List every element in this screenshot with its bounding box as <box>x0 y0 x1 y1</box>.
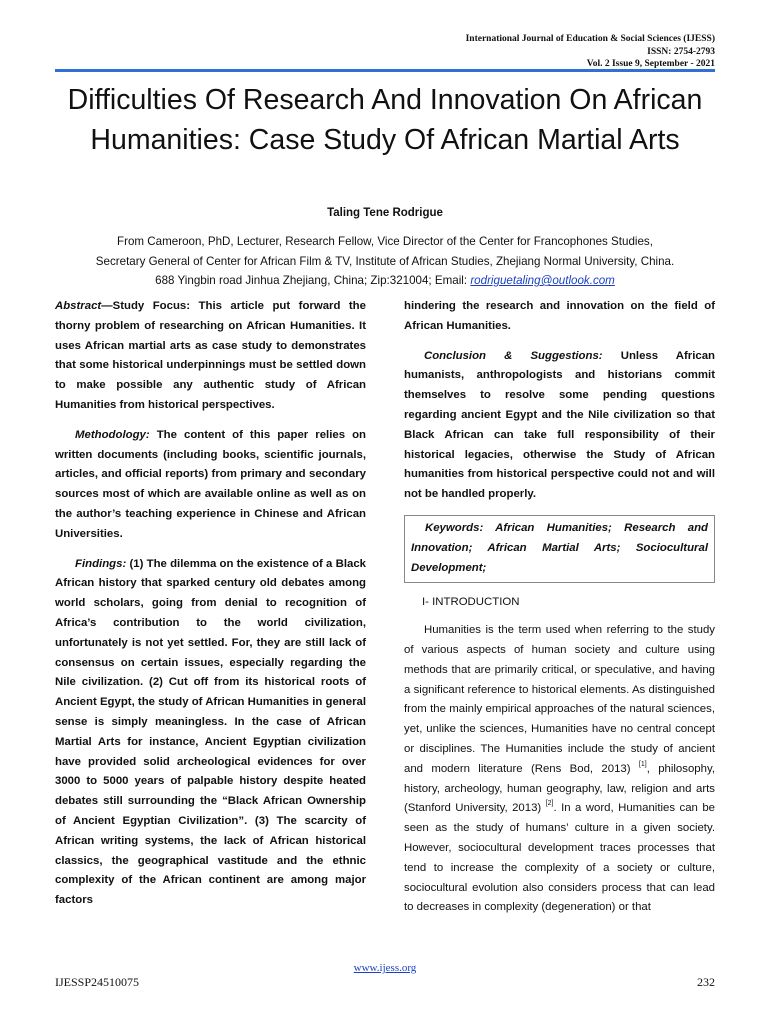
keywords-label: Keywords: <box>425 521 484 534</box>
abstract-conclusion: Conclusion & Suggestions: Unless African humanists, anthropologists and historians commit themselves to resolve some pending questions regarding ancient Egypt and the Nile civilization so that Black African can take full responsibility of their historical legacies, otherwise the Study of African humanities from historical perspective could not and will not be handled properly. <box>404 349 715 501</box>
paper-title: Difficulties Of Research And Innovation On African Humanities: Case Study Of African Martial Arts <box>67 84 703 156</box>
abstract-label: Abstract <box>55 300 102 312</box>
paper-id: IJESSP24510075 <box>55 975 140 989</box>
journal-name: International Journal of Education & Social Sciences (IJESS) <box>465 34 715 44</box>
affiliation <box>40 232 730 291</box>
affiliation-line-2: Secretary General of Center for African Film & TV, Institute of African Studies, Zhejiang Normal University, China. <box>95 254 675 268</box>
citation-ref-1: [1] <box>638 760 647 768</box>
affiliation-line-3: 688 Yingbin road Jinhua Zhejiang, China; Zip:321004; Email: rodriguetaling@outlook.com <box>155 274 615 287</box>
journal-header <box>466 33 715 71</box>
keywords-box <box>404 515 715 583</box>
header-rule <box>55 69 715 72</box>
page-number: 232 <box>697 975 715 989</box>
abstract-focus: Abstract—Study Focus: This article put forward the thorny problem of researching on African Humanities. It uses African martial arts as case study to demonstrates that some historical underpinnings must be settled down to make possible any authentic study of African Humanities from historical perspectives. <box>55 300 366 411</box>
abstract-findings-continued: hindering the research and innovation on the field of African Humanities. <box>404 300 715 332</box>
author-name: Taling Tene Rodrigue <box>327 207 443 219</box>
intro-paragraph: Humanities is the term used when referring to the study of various aspects of human society and culture using methods that are primarily critical, or speculative, and having a significant reference to historical elements. As distinguished from the mainly empirical approaches of the natural sciences, yet, unlike the sciences, Humanities have no central concept or disciplines. The Humanities include the study of ancient and modern literature (Rens Bod, 2013) [1], philosophy, history, archeology, human geography, law, religion and arts (Stanford University, 2013) [2]. In a word, Humanities can be seen as the study of humans’ culture in a given society. However, sociocultural development traces processes that tend to increase the complexity of a society or culture, sociocultural evolution also considers process that can lead to decreases in complexity (degeneration) or that <box>404 624 715 914</box>
journal-website-link[interactable]: www.ijess.org <box>353 962 417 974</box>
footer-url <box>0 962 770 974</box>
email-link[interactable]: rodriguetaling@outlook.com <box>470 274 615 287</box>
section-heading-introduction: I- INTRODUCTION <box>422 596 520 609</box>
left-column <box>55 297 366 921</box>
journal-volume: Vol. 2 Issue 9, September - 2021 <box>586 59 715 69</box>
right-column <box>404 297 715 928</box>
citation-ref-2: [2] <box>545 800 554 808</box>
affiliation-line-1: From Cameroon, PhD, Lecturer, Research Fellow, Vice Director of the Center for Francophones Studies, <box>117 235 653 248</box>
keywords-text: African Humanities; Research and Innovation; African Martial Arts; Sociocultural Development; <box>411 521 708 574</box>
abstract-methodology: Methodology: The content of this paper relies on written documents (including books, scientific journals, articles, and official reports) from primary and secondary sources most of which are available online as well as on the author’s teaching experience in Chinese and African Universities. <box>55 428 366 540</box>
abstract-findings: Findings: (1) The dilemma on the existence of a Black African history that sparked century old debates among world scholars, going from denial to recognition of Africa’s contribution to the world civilization, unfortunately is not yet settled. For, they are still lack of consensus on certain issues, especially regarding the Nile civilization. (2) Cut off from its historical roots of Ancient Egypt, the study of African Humanities in general sense is simply meaningless. In the case of African Martial Arts for instance, Ancient Egyptian civilization have provided solid archeological evidences for over 3000 to 5000 years of palpable history despite heated debates still surrounding the “Black African Ownership of Ancient Egyptian Civilization”. (3) The scarcity of African writing systems, the lack of African historical classics, the geographical vastitude and the ethnic complexity of the African continent are among major factors <box>55 557 366 907</box>
journal-issn: ISSN: 2754-2793 <box>647 46 715 57</box>
